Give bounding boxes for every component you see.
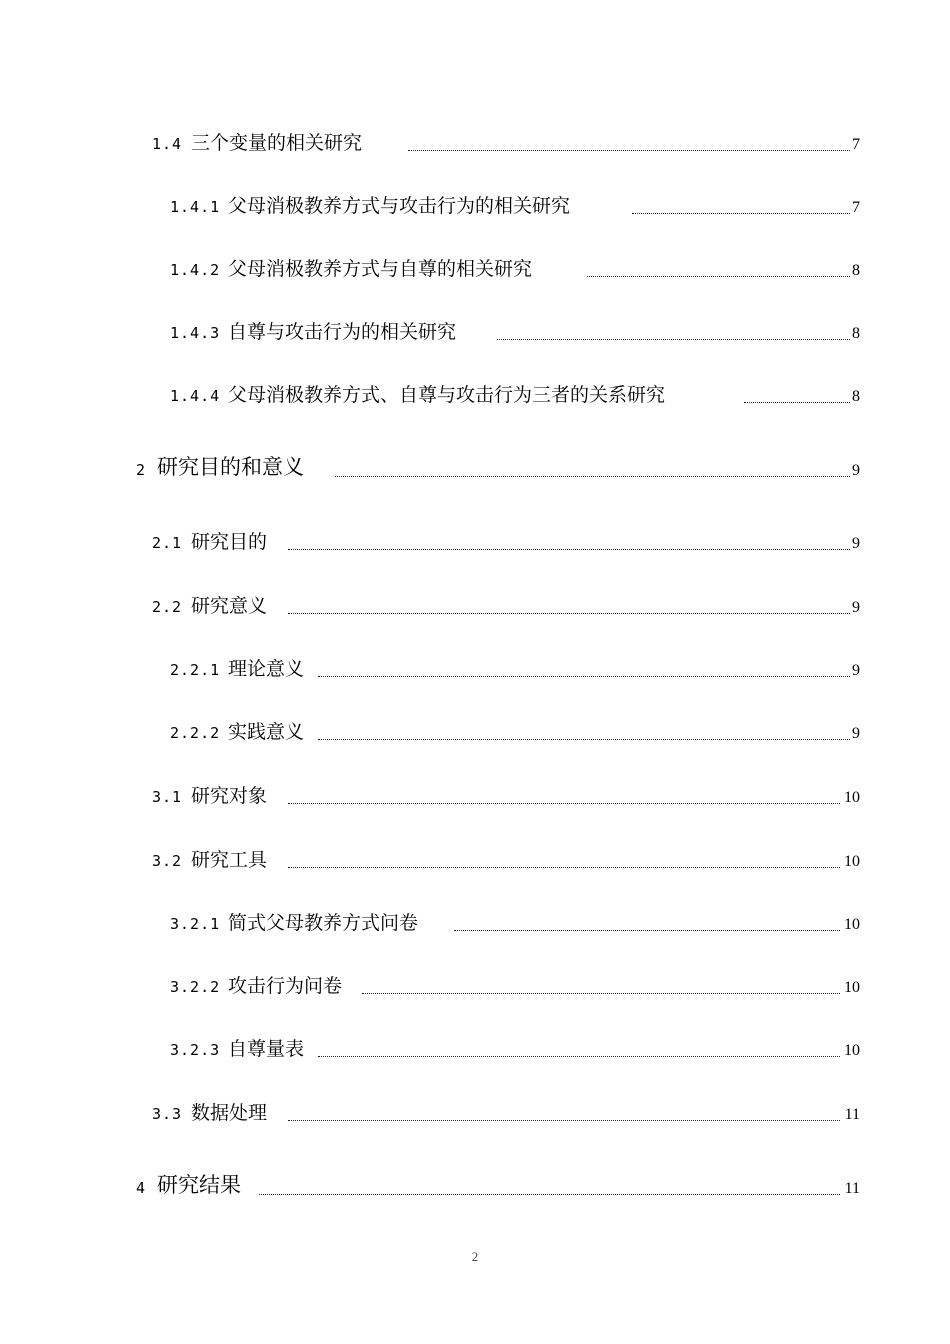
- toc-entry-number: 2.2.1: [170, 661, 221, 679]
- toc-entry-title: 研究对象: [191, 785, 268, 807]
- toc-entry[interactable]: [0, 316, 950, 346]
- toc-entry[interactable]: [0, 453, 950, 483]
- toc-entry-page: 10: [844, 916, 860, 933]
- toc-entry-title: 研究目的: [191, 531, 268, 553]
- dot-leader: [288, 867, 840, 868]
- dot-leader: [288, 803, 840, 804]
- dot-leader: [497, 339, 850, 340]
- toc-entry-number: 3.3: [152, 1105, 183, 1123]
- toc-entry-title: 自尊与攻击行为的相关研究: [228, 321, 457, 343]
- dot-leader: [288, 549, 850, 550]
- toc-entry-title: 研究结果: [157, 1173, 241, 1197]
- toc-entry-number: 3.2.1: [170, 915, 221, 933]
- toc-entry[interactable]: [0, 780, 950, 810]
- toc-entry-title: 攻击行为问卷: [228, 975, 343, 997]
- toc-entry-number: 1.4.1: [170, 198, 221, 216]
- dot-leader: [335, 476, 850, 477]
- toc-entry[interactable]: [0, 653, 950, 683]
- toc-entry-title: 父母消极教养方式与自尊的相关研究: [228, 258, 533, 280]
- toc-entry-title: 简式父母教养方式问卷: [228, 912, 419, 934]
- dot-leader: [454, 930, 840, 931]
- dot-leader: [318, 739, 850, 740]
- toc-entry[interactable]: [0, 590, 950, 620]
- dot-leader: [318, 676, 850, 677]
- toc-entry-title: 研究工具: [191, 849, 268, 871]
- toc-entry[interactable]: [0, 844, 950, 874]
- toc-entry-number: 2.2: [152, 598, 183, 616]
- toc-entry-page: 10: [844, 979, 860, 996]
- toc-entry-title: 实践意义: [228, 721, 305, 743]
- toc-entry-page: 9: [852, 725, 860, 742]
- toc-entry-page: 10: [844, 789, 860, 806]
- toc-entry-page: 9: [852, 462, 860, 479]
- toc-entry-number: 1.4.4: [170, 387, 221, 405]
- toc-entry-number: 3.2.3: [170, 1041, 221, 1059]
- toc-entry-page: 8: [852, 388, 860, 405]
- toc-entry-number: 1.4.3: [170, 324, 221, 342]
- toc-entry-page: 10: [844, 1042, 860, 1059]
- toc-entry-page: 11: [844, 1180, 860, 1197]
- toc-entry-page: 11: [844, 1106, 860, 1123]
- toc-entry[interactable]: [0, 716, 950, 746]
- toc-entry[interactable]: [0, 970, 950, 1000]
- toc-entry[interactable]: [0, 253, 950, 283]
- toc-entry-number: 2.1: [152, 534, 183, 552]
- toc-entry[interactable]: [0, 1033, 950, 1063]
- toc-entry[interactable]: [0, 127, 950, 157]
- toc-entry-title: 数据处理: [191, 1102, 268, 1124]
- toc-entry[interactable]: [0, 379, 950, 409]
- toc-entry-number: 2.2.2: [170, 724, 221, 742]
- toc-entry-title: 研究目的和意义: [157, 455, 304, 479]
- dot-leader: [632, 213, 850, 214]
- toc-entry[interactable]: [0, 190, 950, 220]
- toc-entry-number: 2: [136, 461, 147, 479]
- dot-leader: [744, 402, 850, 403]
- toc-entry-page: 9: [852, 662, 860, 679]
- toc-entry-page: 10: [844, 853, 860, 870]
- toc-entry[interactable]: [0, 1097, 950, 1127]
- toc-entry-page: 7: [852, 199, 860, 216]
- dot-leader: [587, 276, 850, 277]
- toc-entry-title: 研究意义: [191, 595, 268, 617]
- toc-entry-title: 三个变量的相关研究: [191, 132, 363, 154]
- toc-entry-page: 9: [852, 535, 860, 552]
- toc-entry-page: 7: [852, 136, 860, 153]
- toc-entry-page: 9: [852, 599, 860, 616]
- dot-leader: [318, 1056, 840, 1057]
- toc-entry-title: 父母消极教养方式、自尊与攻击行为三者的关系研究: [228, 384, 666, 406]
- dot-leader: [408, 150, 850, 151]
- toc-entry-number: 4: [136, 1179, 147, 1197]
- toc-entry-number: 1.4.2: [170, 261, 221, 279]
- toc-entry-page: 8: [852, 262, 860, 279]
- dot-leader: [288, 1120, 840, 1121]
- toc-entry-title: 父母消极教养方式与攻击行为的相关研究: [228, 195, 571, 217]
- toc-entry-number: 3.1: [152, 788, 183, 806]
- toc-entry-title: 理论意义: [228, 658, 305, 680]
- toc-entry[interactable]: [0, 526, 950, 556]
- page-number-footer: 2: [471, 1249, 479, 1264]
- toc-entry-number: 1.4: [152, 135, 183, 153]
- toc-entry-page: 8: [852, 325, 860, 342]
- toc-entry-number: 3.2.2: [170, 978, 221, 996]
- toc-entry[interactable]: [0, 1171, 950, 1201]
- toc-entry[interactable]: [0, 907, 950, 937]
- toc-entry-number: 3.2: [152, 852, 183, 870]
- dot-leader: [362, 993, 840, 994]
- dot-leader: [259, 1194, 840, 1195]
- dot-leader: [288, 613, 850, 614]
- toc-entry-title: 自尊量表: [228, 1038, 305, 1060]
